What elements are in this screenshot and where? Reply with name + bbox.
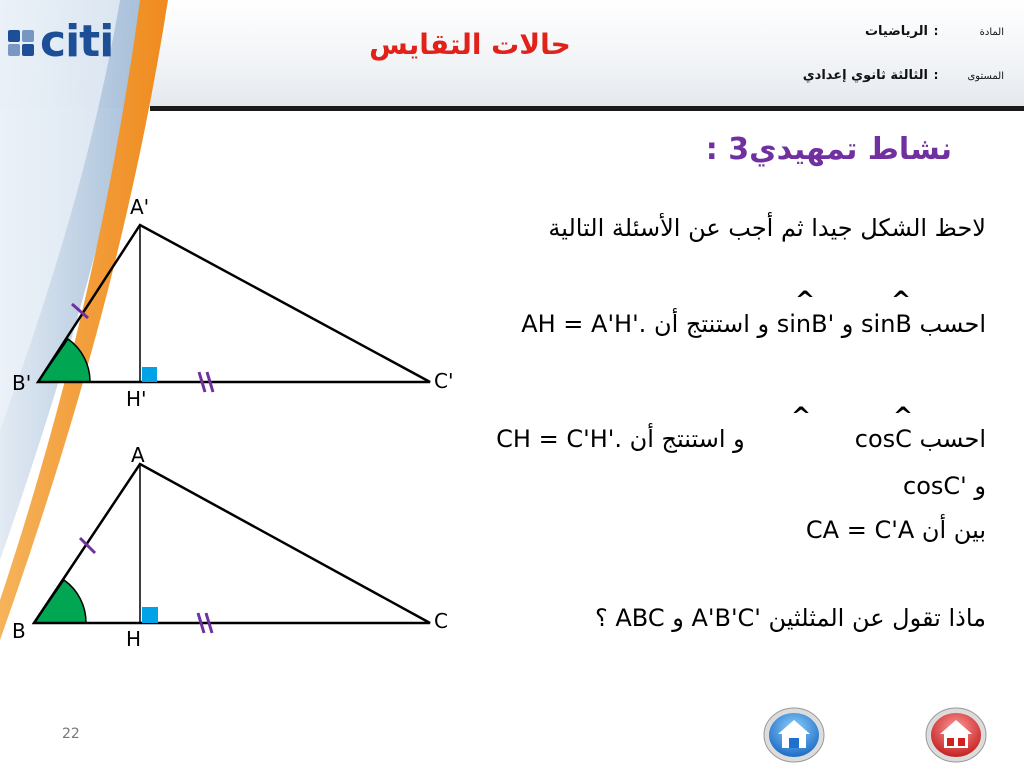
question-sin: احسب sinB و sinB' و استنتج أن AH = A'H'. [521,310,986,338]
page-number: 22 [62,726,80,742]
hat-symbol-C: ^ [893,402,914,430]
label-A: A [131,443,145,467]
question-cos-cont: و cosC' [903,472,986,500]
meta-level: المستوى:الثالثة ثانوي إعدادي [802,68,1004,83]
label-Aprime: A' [130,195,150,219]
equation-CA: CA = C'A [805,516,915,544]
question-show: بين أن CA = C'A [805,516,986,544]
header-divider [150,106,1024,111]
page-title: حالات التقايس [369,28,571,61]
hat-symbol-Cprime: ^ [791,402,812,430]
triangle-2: ABC [615,604,665,632]
logo-squares-icon [8,30,36,60]
right-angle-bottom [142,607,158,623]
sinBprime-term: sinB' [776,310,835,338]
meta-value: الرياضيات [864,24,928,39]
meta-key: المادة [979,27,1004,38]
logo-text: citi [40,16,114,67]
hat-symbol-B: ^ [891,286,912,314]
instruction-text: لاحظ الشكل جيدا ثم أجب عن الأسئلة التالية [548,214,986,242]
triangle-top-outline [38,225,430,382]
meta-subject: المادة:الرياضيات [864,24,1004,39]
question-cos: احسب cosCو استنتج أن CH = C'H'. [496,425,986,453]
right-angle-top [142,367,157,382]
sinB-term: sinB [861,310,912,338]
label-Hprime: H' [126,387,147,411]
meta-value: الثالثة ثانوي إعدادي [802,68,928,83]
label-H: H [126,627,142,651]
label-C: C [434,609,448,633]
home-button[interactable] [762,706,826,764]
triangles-figure [0,180,480,660]
hat-symbol-Bprime: ^ [795,286,816,314]
label-B: B [12,619,26,643]
triangle-top [12,195,453,411]
question-triangles: ماذا تقول عن المثلثين A'B'C' و ABC ؟ [595,604,986,632]
triangle-bottom-outline [34,464,430,623]
cosC-term: cosC [854,425,912,453]
label-Bprime: B' [12,371,32,395]
citi-logo [8,16,128,70]
activity-title: نشاط تمهيدي3 : [705,132,952,167]
angle-marker-B [34,580,86,623]
label-Cprime: C' [434,369,454,393]
cosCprime-term: cosC' [903,472,967,500]
triangle-bottom [12,443,448,651]
home-return-button[interactable] [924,706,988,764]
equation-AH: AH = A'H'. [521,310,647,338]
equation-CH: CH = C'H'. [496,425,622,453]
triangle-1: A'B'C' [691,604,761,632]
meta-key: المستوى [967,71,1004,82]
angle-marker-Bprime [38,339,90,382]
